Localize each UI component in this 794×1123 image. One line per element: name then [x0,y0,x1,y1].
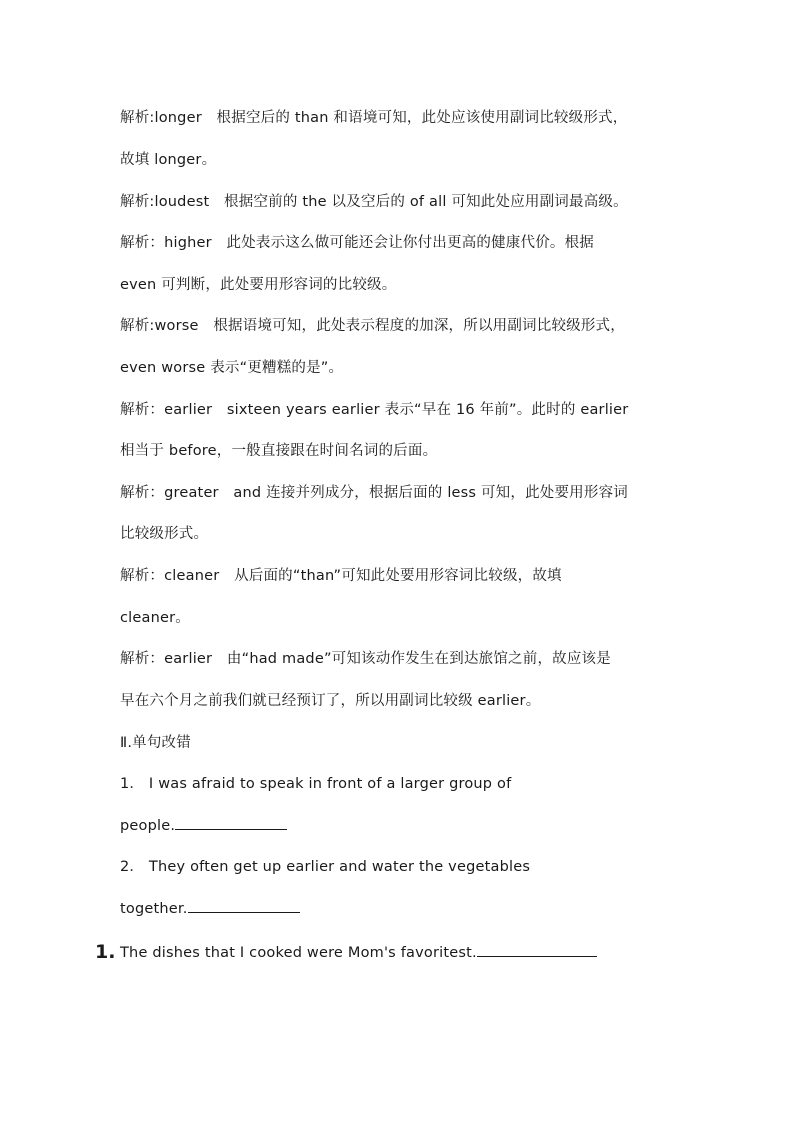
section-title: Ⅱ.单句改错 [120,735,191,751]
analysis-line: 解析：cleaner 从后面的“than”可知此处要用形容词比较级，故填 [120,568,562,584]
analysis-line: 解析：higher 此处表示这么做可能还会让你付出更高的健康代价。根据 [120,235,594,251]
analysis-line: 相当于 before，一般直接跟在时间名词的后面。 [120,443,438,459]
analysis-line: 解析:worse 根据语境可知，此处表示程度的加深，所以用副词比较级形式， [120,318,625,334]
exercise-item-3-line [120,943,680,963]
exercise-item-1-line-2 [120,816,680,836]
analysis-line: 解析：greater and 连接并列成分，根据后面的 less 可知，此处要用形容词 [120,485,628,501]
analysis-line: 故填 longer。 [120,152,217,168]
analysis-line: 解析:longer 根据空后的 than 和语境可知，此处应该使用副词比较级形式， [120,110,628,126]
exercise-item-3-text: The dishes that I cooked were Mom's favoritest. [120,945,477,961]
answer-blank[interactable] [477,944,597,957]
analysis-line: 解析：earlier sixteen years earlier 表示“早在 16 年前”。此时的 earlier [120,402,629,418]
answer-blank[interactable] [188,900,300,913]
answer-blank[interactable] [175,817,287,830]
exercise-item-2-line-1: 2． They often get up earlier and water the vegetables [120,859,531,875]
exercise-item-1-line-1: 1． I was afraid to speak in front of a larger group of [120,776,512,792]
analysis-line: 解析：earlier 由“had made”可知该动作发生在到达旅馆之前，故应该是 [120,651,611,667]
analysis-line: even worse 表示“更糟糕的是”。 [120,360,344,376]
exercise-item-1-text: people. [120,818,176,834]
exercise-item-3-number: 1. [95,941,116,963]
exercise-item-2-text: together. [120,901,188,917]
analysis-line: 解析:loudest 根据空前的 the 以及空后的 of all 可知此处应用副词最高级。 [120,194,628,210]
analysis-line: cleaner。 [120,610,190,626]
exercise-item-2-line-2 [120,899,680,919]
analysis-line: 早在六个月之前我们就已经预订了，所以用副词比较级 earlier。 [120,693,541,709]
analysis-line: 比较级形式。 [120,526,209,542]
analysis-line: even 可判断，此处要用形容词的比较级。 [120,277,397,293]
